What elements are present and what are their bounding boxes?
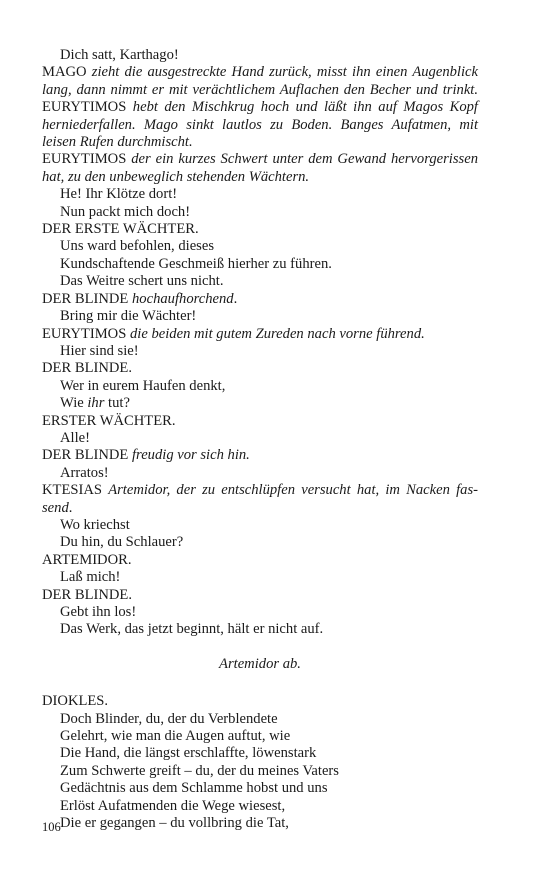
verse-text: Hier sind sie!: [60, 342, 139, 359]
page-number: 106: [42, 820, 61, 834]
verse-text: Wie: [60, 395, 88, 412]
speaker-line: [42, 151, 478, 168]
verse-text: Die Hand, die längst erschlaffte, löwenstark: [60, 745, 317, 762]
verse-text: Du hin, du Schlauer?: [60, 534, 184, 551]
verse-line: [42, 745, 478, 762]
stage-direction-line: [42, 134, 478, 151]
verse-line: [42, 711, 478, 728]
stage-direction-line: [42, 169, 478, 186]
verse-text: Wer in eurem Haufen denkt,: [60, 377, 226, 394]
speaker-line: [42, 587, 478, 604]
verse-text: Gedächtnis aus dem Schlamme hobst und uns: [60, 780, 328, 797]
speaker-name: EURYTIMOS: [42, 99, 127, 116]
verse-text: Gelehrt, wie man die Augen auftut, wie: [60, 728, 291, 745]
stage-direction: der ein kurzes Schwert unter dem Gewand hervorgerissen: [131, 151, 478, 168]
speaker-line: [42, 326, 478, 343]
verse-line: [42, 47, 478, 64]
verse-text: Bring mir die Wächter!: [60, 308, 197, 325]
speaker-name: ERSTER WÄCHTER.: [42, 412, 176, 429]
verse-line: [42, 343, 478, 360]
stage-direction: herniederfallen. Mago sinkt lautlos zu Boden. Banges Aufatmen, mit: [42, 116, 478, 133]
verse-text-after: tut?: [104, 395, 130, 412]
verse-line: [42, 763, 478, 780]
stage-direction: leisen Rufen durchmischt.: [42, 134, 193, 151]
verse-text: Die er gegangen – du vollbring die Tat,: [60, 815, 289, 832]
verse-line: [42, 465, 478, 482]
stage-direction: die beiden mit gutem Zureden nach vorne führend.: [129, 325, 425, 342]
page-text: [42, 47, 478, 832]
stage-direction-text: Artemidor ab.: [219, 655, 301, 672]
verse-line: [42, 238, 478, 255]
speaker-line: [42, 693, 478, 710]
verse-line: [42, 430, 478, 447]
stage-direction: Artemidor, der zu entschlüpfen versucht hat, im Nacken fas-: [108, 482, 478, 499]
verse-line: [42, 780, 478, 797]
speaker-line: [42, 221, 478, 238]
verse-line: [42, 569, 478, 586]
verse-text: Erlöst Aufatmenden die Wege wiesest,: [60, 797, 286, 814]
verse-line: [42, 308, 478, 325]
verse-emphasis: ihr: [87, 395, 105, 412]
verse-line: [42, 815, 478, 832]
stage-direction-line: [42, 500, 478, 517]
verse-text: Laß mich!: [60, 569, 121, 586]
verse-line: [42, 395, 478, 412]
verse-line: [42, 273, 478, 290]
verse-text: Doch Blinder, du, der du Verblendete: [60, 710, 278, 727]
speaker-name: EURYTIMOS: [42, 325, 127, 342]
punctuation: .: [68, 499, 73, 516]
speaker-line: [42, 99, 478, 116]
speaker-line: [42, 413, 478, 430]
verse-text: He! Ihr Klötze dort!: [60, 186, 178, 203]
verse-text: Kundschaftende Geschmeiß hierher zu führen.: [60, 255, 332, 272]
stage-direction: zieht die ausgestreckte Hand zurück, misst ihn einen Augenblick: [91, 64, 478, 81]
verse-text: Zum Schwerte greift – du, der du meines Vaters: [60, 762, 339, 779]
verse-text: Nun packt mich doch!: [60, 203, 191, 220]
speaker-name: EURYTIMOS: [42, 151, 127, 168]
speaker-name: DER BLINDE: [42, 290, 129, 307]
verse-line: [42, 604, 478, 621]
verse-text: Uns ward befohlen, dieses: [60, 238, 215, 255]
verse-line: [42, 517, 478, 534]
verse-text: Das Werk, das jetzt beginnt, hält er nicht auf.: [60, 621, 324, 638]
speaker-line: [42, 552, 478, 569]
verse-line: [42, 378, 478, 395]
verse-line: [42, 728, 478, 745]
verse-text: Arratos!: [60, 464, 109, 481]
verse-line: [42, 186, 478, 203]
speaker-name: ARTEMIDOR.: [42, 551, 132, 568]
speaker-line: [42, 482, 478, 499]
speaker-name: DIOKLES.: [42, 693, 109, 710]
verse-line: [42, 621, 478, 638]
verse-line: [42, 534, 478, 551]
speaker-line: [42, 64, 478, 81]
speaker-line: [42, 291, 478, 308]
verse-text: Gebt ihn los!: [60, 604, 137, 620]
speaker-name: KTESIAS: [42, 482, 102, 499]
stage-direction: hat, zu den unbeweglich stehenden Wächtern.: [42, 168, 310, 185]
verse-text: Alle!: [60, 429, 90, 446]
stage-direction-line: [42, 117, 478, 134]
stage-direction-line: [42, 82, 478, 99]
verse-line: [42, 204, 478, 221]
stage-direction: lang, dann nimmt er mit verächtlichem Auflachen den Becher und trinkt.: [42, 81, 478, 98]
verse-line: [42, 798, 478, 815]
verse-text: Dich satt, Karthago!: [60, 47, 179, 63]
verse-line: [42, 256, 478, 273]
stage-direction: hochaufhorchend: [132, 290, 234, 307]
verse-text: Wo kriechst: [60, 516, 130, 533]
stage-direction: freudig vor sich hin.: [132, 447, 250, 464]
speaker-name: DER ERSTE WÄCHTER.: [42, 221, 199, 238]
speaker-name: MAGO: [42, 64, 87, 81]
speaker-line: [42, 360, 478, 377]
speaker-name: DER BLINDE.: [42, 360, 132, 377]
stage-direction: send: [42, 499, 69, 516]
stage-direction: hebt den Mischkrug hoch und läßt ihn auf Magos Kopf: [132, 99, 478, 116]
stage-direction-centered: [42, 656, 478, 673]
punctuation: .: [233, 290, 238, 307]
verse-text: Das Weitre schert uns nicht.: [60, 273, 224, 290]
speaker-name: DER BLINDE: [42, 447, 129, 464]
speaker-name: DER BLINDE.: [42, 586, 132, 603]
speaker-line: [42, 447, 478, 464]
